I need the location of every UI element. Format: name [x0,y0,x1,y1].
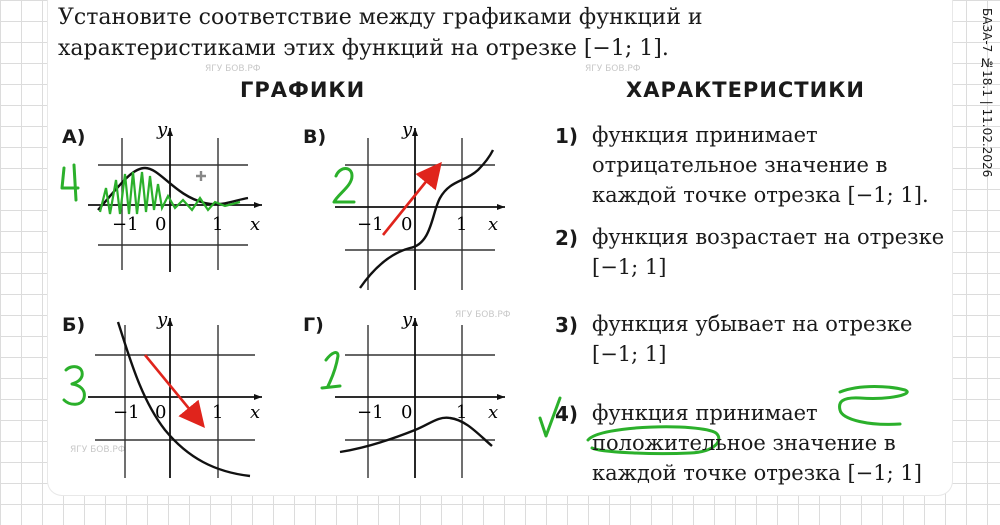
graph-v [335,119,505,290]
watermark: ЯГУ БОВ.РФ [455,310,511,320]
graph-a [88,119,262,272]
watermark: ЯГУ БОВ.РФ [585,64,641,74]
y-axis-label: y [402,119,413,140]
characteristic-text: функция принимает отрицательное значение в каждой точке отрезка [−1; 1]. [592,123,929,207]
tick-minus-one: −1 [357,402,384,423]
task-statement: Установите соответствие между графиками функций и характеристиками этих функций на отрезке [−1; 1]. [58,5,703,61]
graph-label-v: В) [303,126,327,148]
graph-label-b: Б) [62,314,86,336]
plus-sign [196,171,206,181]
handwritten-answer-b [64,367,84,405]
x-axis-label: x [250,214,261,235]
watermark: ЯГУ БОВ.РФ [205,64,261,74]
task-code: БАЗА-7 №18.1 | 11.02.2026 [980,8,994,178]
graph-label-a: А) [62,126,86,148]
characteristic-text: функция возрастает на отрезке [−1; 1] [592,225,945,279]
tick-zero: 0 [155,402,167,423]
function-curve [118,322,250,476]
graphs-column-title: ГРАФИКИ [240,78,366,102]
tick-zero: 0 [401,402,413,423]
characteristic-number: 3) [555,313,579,337]
handwritten-answer-v [334,169,354,203]
characteristics-column-title: ХАРАКТЕРИСТИКИ [626,78,865,102]
handwritten-answer-a [62,165,78,200]
characteristic-number: 2) [555,226,579,250]
characteristic-number: 4) [555,402,579,426]
watermark: ЯГУ БОВ.РФ [70,445,126,455]
x-axis-label: x [250,402,261,423]
graph-b [88,309,262,478]
tick-minus-one: −1 [357,214,384,235]
handwritten-answer-g [322,353,340,388]
graph-label-g: Г) [303,314,324,336]
graph-g [335,309,505,478]
tick-zero: 0 [155,214,167,235]
characteristic-text: функция убывает на отрезке [−1; 1] [592,312,913,366]
y-axis-label: y [402,309,413,330]
y-axis-label: y [157,309,168,330]
characteristic-number: 1) [555,124,579,148]
tick-one: 1 [456,214,468,235]
tick-one: 1 [456,402,468,423]
y-axis-label: y [157,119,168,140]
tick-one: 1 [212,214,224,235]
characteristic-text: функция принимает положительное значение в каждой точке отрезка [−1; 1] [592,401,922,485]
x-axis-label: x [488,214,499,235]
tick-minus-one: −1 [112,214,139,235]
tick-one: 1 [212,402,224,423]
tick-zero: 0 [401,214,413,235]
x-axis-label: x [488,402,499,423]
tick-minus-one: −1 [113,402,140,423]
